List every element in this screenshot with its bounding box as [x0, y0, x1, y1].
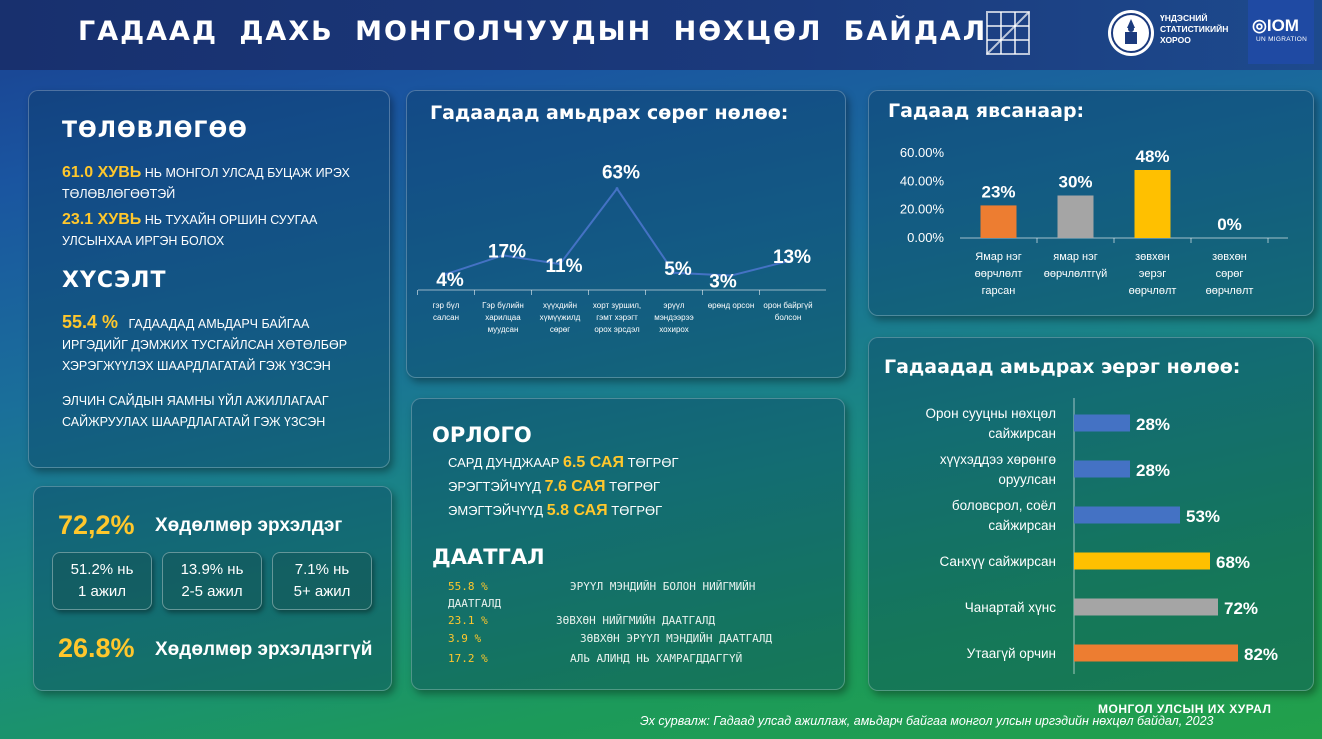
insurance-heading: ДААТГАЛ	[432, 545, 545, 569]
employed-label: Хөдөлмөр эрхэлдэг	[155, 515, 343, 536]
tick-label: оруулсан	[998, 472, 1056, 487]
bar	[1135, 170, 1171, 238]
plan-item-1-text: НЬ МОНГОЛ УЛСАД БУЦАЖ ИРЭХ	[144, 166, 350, 180]
income-label: ЭРЭГТЭЙЧҮҮД	[448, 479, 541, 494]
insurance-row-cont	[448, 597, 501, 610]
wish-heading: ХҮСЭЛТ	[62, 268, 167, 293]
insurance-text: ЭРҮҮЛ МЭНДИЙН БОЛОН НИЙГМИЙН	[570, 580, 756, 593]
series-line	[446, 189, 788, 276]
data-label: 28%	[1136, 461, 1171, 480]
tick-label: харилцаа	[485, 313, 521, 322]
bar	[1074, 645, 1238, 662]
tick-label: өөрчлөлтгүй	[1043, 268, 1108, 280]
insurance-value: 55.8 %	[448, 580, 488, 593]
income-row-average	[448, 454, 679, 472]
jobs-box-value: 13.9% нь	[180, 561, 244, 578]
data-label: 68%	[1216, 553, 1251, 572]
plan-heading: ТӨЛӨВЛӨГӨӨ	[62, 118, 248, 143]
tick-label: өөрчлөлт	[1205, 285, 1254, 297]
employed-value: 72,2%	[58, 510, 135, 540]
tick-label: Ямар нэг	[975, 251, 1022, 263]
bar	[981, 205, 1017, 238]
source-note: Эх сурвалж: Гадаад улсад ажиллаж, амьдарч байгаа монгол улсын иргэдийн нөхцөл байдал, 2023	[640, 714, 1214, 728]
tick-label: мэндээрээ	[654, 313, 694, 322]
plan-item-2-value: 23.1 ХУВЬ	[62, 211, 142, 228]
tick-label: орон байргүй	[763, 301, 813, 310]
data-label: 82%	[1244, 645, 1279, 664]
bar	[1058, 196, 1094, 239]
plan-item-2-text2: УЛСЫНХАА ИРГЭН БОЛОХ	[62, 234, 225, 248]
tick-label: хорт зуршил,	[592, 301, 642, 310]
income-value: 7.6 САЯ	[544, 478, 606, 495]
tick-label: болсон	[774, 313, 802, 322]
insurance-value: 23.1 %	[448, 614, 488, 627]
tick-label: Санхүү сайжирсан	[939, 554, 1056, 569]
tick-label: Чанартай хүнс	[964, 600, 1056, 615]
tick-label: Утаагүй орчин	[966, 646, 1056, 661]
insurance-row	[448, 614, 715, 627]
y-tick-label: 0.00%	[907, 230, 944, 245]
bar	[1074, 599, 1218, 616]
data-label: 72%	[1224, 599, 1259, 618]
data-label: 17%	[487, 241, 527, 263]
tick-label: хүүхэддээ хөрөнгө	[939, 452, 1056, 467]
jobs-box-2	[162, 552, 262, 610]
bar	[1074, 415, 1130, 432]
data-label: 13%	[772, 247, 812, 269]
tick-label: салсан	[433, 313, 459, 322]
tick-label: гэр бүл	[432, 301, 460, 310]
bar	[1074, 461, 1130, 478]
income-value: 6.5 САЯ	[563, 454, 624, 471]
tick-label: хүүхдийн	[542, 301, 578, 310]
bar	[1074, 507, 1180, 524]
income-label: ЭМЭГТЭЙЧҮҮД	[448, 503, 544, 518]
jobs-box-3	[272, 552, 372, 610]
income-row-men	[448, 478, 660, 496]
nso-logo-icon	[1108, 10, 1154, 56]
positive-impact-bar-chart	[868, 390, 1314, 680]
nso-name-line: СТАТИСТИКИЙН	[1160, 24, 1229, 34]
footer-org: МОНГОЛ УЛСЫН ИХ ХУРАЛ	[1098, 702, 1272, 716]
data-label: 28%	[1136, 415, 1171, 434]
change-chart-title: Гадаад явсанаар:	[888, 100, 1085, 122]
header-bar	[0, 0, 1322, 70]
data-label: 53%	[1186, 507, 1221, 526]
tick-label: Орон сууцны нөхцөл	[925, 406, 1056, 421]
plan-item-1-value: 61.0 ХУВЬ	[62, 164, 142, 181]
tick-label: сайжирсан	[988, 518, 1056, 533]
data-label: 23%	[981, 182, 1016, 202]
jobs-box-value: 51.2% нь	[70, 561, 134, 578]
income-label: САРД ДУНДЖААР	[448, 455, 560, 470]
tick-label: орох эрсдэл	[594, 325, 640, 334]
wish-value: 55.4 %	[62, 312, 119, 332]
unemployed-value: 26.8%	[58, 633, 135, 663]
iom-subtitle: UN MIGRATION	[1256, 36, 1308, 43]
nso-name	[1160, 13, 1228, 46]
tick-label: хүмүүжилд	[539, 313, 581, 322]
plan-item-1	[62, 162, 350, 205]
wish-item	[62, 312, 368, 377]
wish-text: ХЭРЭГЖҮҮЛЭХ ШААРДЛАГАТАЙ ГЭЖ ҮЗСЭН	[62, 359, 331, 373]
bar	[1074, 553, 1210, 570]
data-label: 0%	[1217, 215, 1242, 234]
tick-label: гарсан	[981, 285, 1016, 297]
negative-impact-line-chart	[406, 130, 846, 370]
jobs-box-1	[52, 552, 152, 610]
data-label: 3%	[709, 271, 737, 293]
jobs-box-label: 1 ажил	[77, 583, 127, 600]
income-unit: ТӨГРӨГ	[611, 503, 663, 518]
insurance-value: 17.2 %	[448, 652, 488, 665]
y-tick-label: 40.00%	[899, 173, 944, 189]
tick-label: өөрчлөлт	[1128, 285, 1177, 297]
jobs-box-label: 5+ ажил	[293, 583, 351, 600]
iom-logo-text: ◎IOM	[1252, 16, 1299, 35]
tick-label: сайжирсан	[988, 426, 1056, 441]
income-unit: ТӨГРӨГ	[609, 479, 661, 494]
plan-item-2-text: НЬ ТУХАЙН ОРШИН СУУГАА	[144, 213, 318, 227]
data-point	[616, 187, 619, 190]
income-row-women	[448, 502, 662, 520]
data-label: 30%	[1058, 172, 1093, 192]
nso-name-line: ХОРОО	[1160, 35, 1191, 45]
plan-item-2	[62, 209, 317, 252]
data-label: 11%	[545, 256, 583, 278]
iom-name: IOM	[1266, 16, 1299, 35]
data-label: 5%	[664, 258, 692, 280]
iom-logo	[1248, 0, 1314, 64]
insurance-row	[448, 652, 743, 665]
wish-item-2	[62, 391, 329, 433]
insurance-text: ЗӨВХӨН НИЙГМИЙН ДААТГАЛД	[556, 614, 715, 627]
tick-label: гэмт хэрэгт	[596, 313, 638, 322]
tick-label: эрүүл	[663, 301, 685, 310]
wish-text: САЙЖРУУЛАХ ШААРДЛАГАТАЙ ГЭЖ ҮЗСЭН	[62, 415, 326, 429]
grid-logo-icon	[985, 10, 1031, 56]
income-heading: ОРЛОГО	[432, 423, 532, 447]
insurance-row	[448, 632, 773, 645]
tick-label: өөрчлөлт	[974, 268, 1023, 280]
wish-text: ЭЛЧИН САЙДЫН ЯАМНЫ ҮЙЛ АЖИЛЛАГААГ	[62, 394, 329, 408]
plan-item-1-text2: ТӨЛӨВЛӨГӨӨТЭЙ	[62, 187, 176, 201]
change-bar-chart	[868, 128, 1314, 313]
nso-name-line: ҮНДЭСНИЙ	[1160, 13, 1208, 23]
tick-label: Гэр бүлийн	[482, 301, 524, 310]
tick-label: боловсрол, соёл	[951, 498, 1056, 513]
jobs-box-value: 7.1% нь	[294, 561, 350, 578]
insurance-row	[448, 580, 756, 593]
data-label: 4%	[436, 270, 464, 292]
tick-label: эерэг	[1138, 268, 1167, 280]
tick-label: сөрөг	[1215, 268, 1244, 280]
tick-label: өрөнд орсон	[707, 301, 755, 310]
insurance-value: 3.9 %	[448, 632, 482, 645]
tick-label: зөвхөн	[1212, 251, 1247, 263]
tick-label: хохирох	[659, 325, 689, 334]
tick-label: муудсан	[487, 325, 519, 334]
insurance-text: ДААТГАЛД	[448, 597, 501, 610]
page-title: ГАДААД ДАХЬ МОНГОЛЧУУДЫН НӨХЦӨЛ БАЙДАЛ	[78, 16, 988, 47]
y-tick-label: 20.00%	[899, 201, 944, 217]
data-label: 48%	[1135, 147, 1170, 166]
positive-chart-title: Гадаадад амьдрах эерэг нөлөө:	[884, 356, 1241, 378]
tick-label: ямар нэг	[1053, 251, 1098, 263]
negative-chart-title: Гадаадад амьдрах сөрөг нөлөө:	[430, 102, 789, 124]
data-label: 63%	[601, 162, 641, 184]
unemployed-label: Хөдөлмөр эрхэлдэггүй	[155, 639, 373, 660]
tick-label: сөрөг	[549, 325, 571, 334]
income-value: 5.8 САЯ	[546, 502, 608, 519]
jobs-box-label: 2-5 ажил	[181, 583, 243, 600]
wish-text: ГАДААДАД АМЬДАРЧ БАЙГАА	[128, 317, 310, 331]
insurance-text: АЛЬ АЛИНД НЬ ХАМРАГДДАГГҮЙ	[570, 652, 743, 665]
income-unit: ТӨГРӨГ	[627, 455, 679, 470]
tick-label: зөвхөн	[1135, 251, 1170, 263]
y-tick-label: 60.00%	[899, 145, 944, 160]
insurance-text: ЗӨВХӨН ЭРҮҮЛ МЭНДИЙН ДААТГАЛД	[580, 632, 773, 645]
wish-text: ИРГЭДИЙГ ДЭМЖИХ ТУСГАЙЛСАН ХӨТӨЛБӨР	[62, 338, 348, 352]
